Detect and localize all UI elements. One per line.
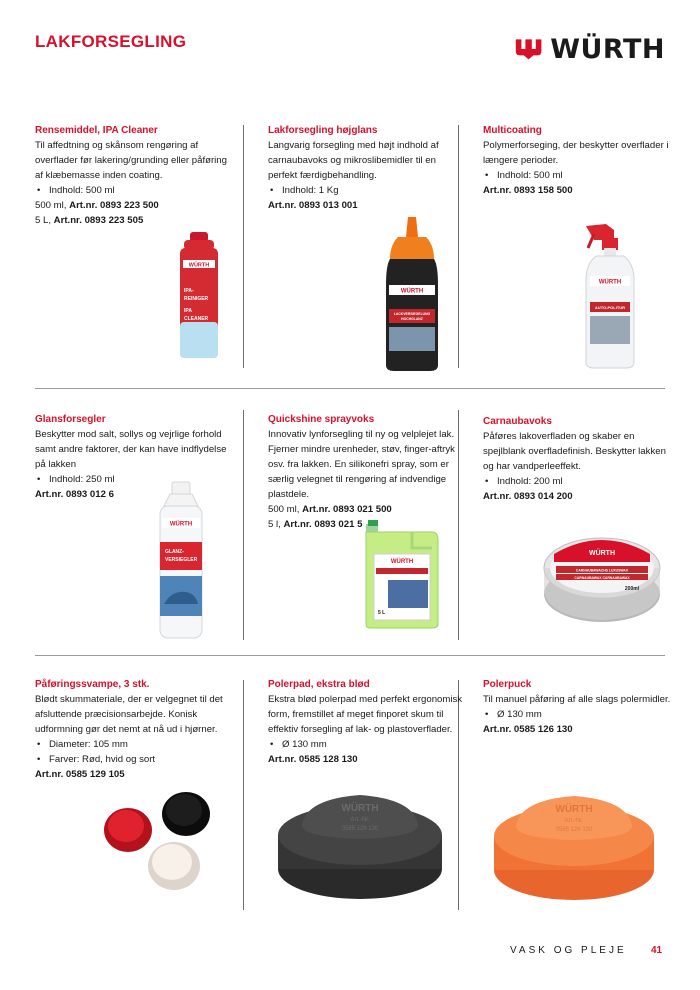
label-text: WÜRTH (588, 550, 616, 557)
label-text: CARNAUBAWAX CARNAUBAWAX (574, 576, 630, 580)
product-bullet: • Indhold: 200 ml (483, 474, 678, 489)
article-number: Art.nr. 0893 013 001 (268, 200, 358, 211)
product-description: Polymerforseging, der beskytter overflader i længere perioder. (483, 140, 669, 166)
product-card-lakforsegling-hojglans (268, 123, 463, 213)
product-card-paforingssvampe (35, 677, 230, 782)
label-text: WÜRTH (390, 559, 414, 565)
label-text: REINIGER (184, 296, 209, 302)
row-divider (35, 388, 665, 389)
product-bullet: • Indhold: 1 Kg (268, 183, 463, 198)
polish-bottle-image (382, 215, 442, 373)
art-prefix: 500 ml, (35, 200, 70, 211)
art-prefix: 5 L, (35, 215, 54, 226)
label-text: AUTO-POLITUR (594, 305, 626, 310)
label-text: VERSIEGLER (165, 557, 198, 563)
black-pad-image (272, 785, 448, 905)
spray-can-image (170, 230, 228, 365)
wax-tin-image (540, 528, 664, 626)
label-text: CARNAUBAWACHS LUXUSWAX (575, 568, 629, 573)
label-text: CLEANER (184, 316, 209, 322)
page-number: 41 (651, 945, 663, 956)
article-number: Art.nr. 0893 223 505 (53, 215, 144, 226)
page-title: LAKFORSEGLING (35, 32, 187, 51)
product-art-line (35, 767, 230, 782)
column-divider (458, 410, 459, 640)
product-title: Rensemiddel, IPA Cleaner (35, 125, 158, 136)
article-number: Art.nr. 0585 129 105 (35, 769, 125, 780)
label-text: WÜRTH (341, 803, 379, 814)
footer-section-name: VASK OG PLEJE (510, 945, 627, 956)
label-text: WÜRTH (169, 521, 193, 528)
article-number: Art.nr. 0893 021 5 (283, 519, 363, 530)
product-bullet: • Indhold: 250 ml (35, 472, 230, 487)
sponges-image (100, 790, 230, 902)
label-text: 0585 126 130 (555, 827, 593, 833)
product-art-line (35, 213, 230, 228)
label-text: HOCHGLANZ (401, 317, 423, 321)
label-text: 5 L (378, 610, 386, 616)
product-card-multicoating (483, 123, 678, 198)
product-bullet: • Ø 130 mm (268, 737, 463, 752)
product-description: Til manuel påføring af alle slags polermidler. (483, 694, 671, 705)
product-card-quickshine-sprayvoks (268, 412, 456, 532)
product-card-polerpuck (483, 677, 678, 737)
wurth-logo-text: WÜRTH (550, 33, 665, 65)
art-prefix: 500 ml, (268, 504, 303, 515)
label-text: LACKVERSIEGELUNG (393, 312, 431, 316)
label-text: WÜRTH (555, 804, 593, 815)
article-number: Art.nr. 0893 223 500 (69, 200, 159, 211)
product-title: Påføringssvampe, 3 stk. (35, 679, 150, 690)
product-description: Til affedtning og skånsom rengøring af overflader før lakering/grunding eller påføring af klæbemasse inden coating. (35, 140, 227, 181)
article-number: Art.nr. 0585 126 130 (483, 724, 573, 735)
product-bullet: • Diameter: 105 mm (35, 737, 230, 752)
orange-pad-image (488, 788, 660, 904)
article-number: Art.nr. 0893 158 500 (483, 185, 573, 196)
product-art-line (483, 489, 678, 504)
wurth-logo-icon (515, 35, 542, 63)
label-text: Art.-Nr. (564, 818, 584, 824)
product-bullet: • Ø 130 mm (483, 707, 678, 722)
label-text: 200ml (624, 586, 640, 592)
article-number: Art.nr. 0585 128 130 (268, 754, 358, 765)
product-art-line (483, 183, 678, 198)
product-bullet: • Indhold: 500 ml (35, 183, 230, 198)
label-text: WÜRTH (400, 288, 424, 295)
product-description: Blødt skummateriale, der er velgegnet til det afsluttende præcisionsarbejde. Konisk udformning gør det nemt at nå ud i hjørner. (35, 694, 223, 735)
column-divider (243, 125, 244, 368)
article-number: Art.nr. 0893 021 500 (302, 504, 392, 515)
label-text: WÜRTH (188, 262, 210, 269)
product-art-line (35, 198, 230, 213)
product-title: Quickshine sprayvoks (268, 414, 375, 425)
product-bullet: • Farver: Rød, hvid og sort (35, 752, 230, 767)
label-text: 0585 128 130 (341, 826, 379, 832)
canister-image (362, 518, 442, 630)
product-card-polerpad-ekstra-blod (268, 677, 463, 767)
product-card-ipa-cleaner (35, 123, 230, 228)
label-text: IPA (184, 308, 192, 314)
wurth-logo (515, 34, 665, 64)
label-text: GLANZ- (165, 549, 184, 555)
product-title: Glansforsegler (35, 414, 106, 425)
product-title: Lakforsegling højglans (268, 125, 378, 136)
product-description: Langvarig forsegling med højt indhold af carnaubavoks og mikroslibemidler til en perfekt færdigbehandling. (268, 140, 439, 181)
product-art-line (268, 752, 463, 767)
product-description: Innovativ lynforsegling til ny og velplejet lak. Fjerner mindre urenheder, støv, finger-aftryk osv. fra lakken. En silikonefri spray, som er særlig velegnet til rengøring af indvendige plastdele. (268, 429, 455, 500)
tall-bottle-image (152, 480, 210, 640)
label-text: WÜRTH (598, 279, 622, 286)
product-description: Påføres lakoverfladen og skaber en spejlblank overfladefinish. Beskytter lakken og har vandperleeffekt. (483, 431, 666, 472)
row-divider (35, 655, 665, 656)
article-number: Art.nr. 0893 014 200 (483, 491, 573, 502)
product-bullet: • Indhold: 500 ml (483, 168, 678, 183)
product-title: Multicoating (483, 125, 542, 136)
product-art-line (268, 198, 463, 213)
art-prefix: 5 l, (268, 519, 284, 530)
trigger-spray-bottle-image (580, 220, 640, 370)
label-text: IPA- (184, 288, 194, 294)
column-divider (243, 410, 244, 640)
article-number: Art.nr. 0893 012 6 (35, 489, 114, 500)
product-card-carnaubavoks (483, 414, 678, 504)
product-description: Ekstra blød polerpad med perfekt ergonomisk form, fremstillet af meget finporet skum til effektiv forsegling af lak- og plastoverflader. (268, 694, 463, 735)
label-text: Art.-Nr. (350, 817, 370, 823)
product-title: Polerpuck (483, 679, 532, 690)
product-title: Carnaubavoks (483, 416, 552, 427)
product-description: Beskytter mod salt, sollys og vejrlige forhold samt andre faktorer, der kan have indflydelse på lakken (35, 429, 227, 470)
product-title: Polerpad, ekstra blød (268, 679, 370, 690)
product-art-line (268, 502, 456, 517)
column-divider (243, 680, 244, 910)
product-art-line (483, 722, 678, 737)
